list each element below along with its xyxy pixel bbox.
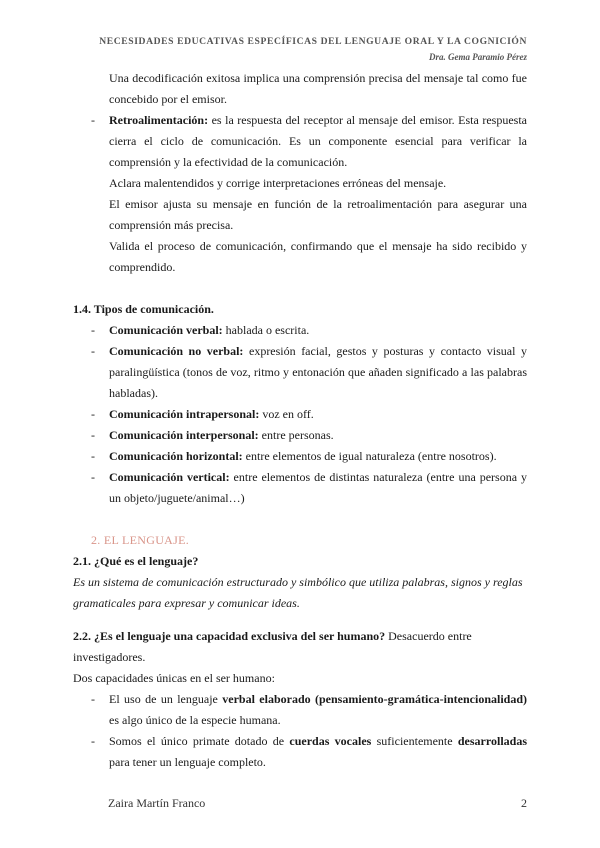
paragraph-decodificacion: Una decodificación exitosa implica una comprensión precisa del mensaje tal como fue concebido por el emisor. bbox=[109, 71, 527, 106]
bullet-dash: - bbox=[91, 428, 95, 442]
term-label: Comunicación no verbal: bbox=[109, 344, 244, 358]
list-item bbox=[73, 320, 527, 341]
term-text: es la respuesta del receptor al mensaje del emisor. Esta respuesta cierra el ciclo de comunicación. Es un componente esencial para verificar la comprensión y la efectividad de la comunicación. bbox=[109, 113, 527, 169]
definition-lenguaje: Es un sistema de comunicación estructurado y simbólico que utiliza palabras, signos y reglas gramaticales para expresar y comunicar ideas. bbox=[73, 575, 523, 610]
term-label: Comunicación verbal: bbox=[109, 323, 223, 337]
term-label: Comunicación interpersonal: bbox=[109, 428, 259, 442]
question-heading-que-es: 2.1. ¿Qué es el lenguaje? bbox=[73, 554, 199, 568]
capacidad-text: es algo único de la especie humana. bbox=[109, 713, 281, 727]
term-label: Comunicación horizontal: bbox=[109, 449, 243, 463]
capacidad-text: para tener un lenguaje completo. bbox=[109, 755, 266, 769]
document-header-author: Dra. Gema Paramio Pérez bbox=[429, 52, 527, 62]
capacidad-bold: desarrolladas bbox=[457, 734, 527, 748]
document-header-title: NECESIDADES EDUCATIVAS ESPECÍFICAS DEL LENGUAJE ORAL Y LA COGNICIÓN bbox=[99, 36, 527, 47]
capacidad-text: Somos el único primate dotado de bbox=[109, 734, 290, 748]
paragraph-valida: Valida el proceso de comunicación, confirmando que el mensaje ha sido recibido y comprendido. bbox=[109, 239, 527, 274]
list-item bbox=[73, 341, 527, 404]
bullet-dash: - bbox=[91, 344, 95, 358]
list-item-capacidad-1 bbox=[73, 689, 527, 731]
tipos-list bbox=[73, 320, 527, 509]
bullet-dash: - bbox=[91, 113, 95, 127]
term-label: Retroalimentación: bbox=[109, 113, 209, 127]
section-heading-tipos: 1.4. Tipos de comunicación. bbox=[73, 302, 214, 316]
capacidad-text: El uso de un lenguaje bbox=[109, 692, 223, 706]
paragraph-aclara: Aclara malentendidos y corrige interpretaciones erróneas del mensaje. bbox=[109, 176, 447, 190]
page-number: 2 bbox=[521, 796, 527, 810]
question-paragraph-exclusiva bbox=[73, 626, 527, 668]
term-text: voz en off. bbox=[259, 407, 314, 421]
list-item bbox=[73, 446, 527, 467]
term-label: Comunicación vertical: bbox=[109, 470, 230, 484]
list-item bbox=[73, 425, 527, 446]
bullet-dash: - bbox=[91, 470, 95, 484]
term-text: expresión facial, gestos y posturas y contacto visual y paralingüística (tonos de voz, ritmo y entonación que añaden significado a las palabras habladas). bbox=[109, 344, 527, 400]
term-label: Comunicación intrapersonal: bbox=[109, 407, 260, 421]
capacidades-intro: Dos capacidades únicas en el ser humano: bbox=[73, 671, 275, 685]
bullet-dash: - bbox=[91, 323, 95, 337]
footer-author-name: Zaira Martín Franco bbox=[108, 796, 206, 810]
term-text: hablada o escrita. bbox=[222, 323, 310, 337]
capacidad-bold: cuerdas vocales bbox=[289, 734, 372, 748]
list-item bbox=[73, 467, 527, 509]
list-item-capacidad-2 bbox=[73, 731, 527, 773]
list-item bbox=[73, 404, 527, 425]
term-text: entre personas. bbox=[258, 428, 334, 442]
capacidad-text: suficientemente bbox=[371, 734, 458, 748]
capacidad-bold: verbal elaborado (pensamiento-gramática-intencionalidad) bbox=[222, 692, 528, 706]
paragraph-emisor-ajusta: El emisor ajusta su mensaje en función de la retroalimentación para asegurar una comprensión más precisa. bbox=[109, 197, 527, 232]
question-answer: Desacuerdo entre investigadores. bbox=[73, 629, 472, 664]
page-content bbox=[73, 68, 527, 773]
bullet-dash: - bbox=[91, 449, 95, 463]
term-text: entre elementos de distintas naturaleza (entre una persona y un objeto/juguete/animal…) bbox=[109, 470, 527, 505]
question-heading-exclusiva: 2.2. ¿Es el lenguaje una capacidad exclusiva del ser humano? bbox=[73, 629, 386, 643]
term-text: entre elementos de igual naturaleza (entre nosotros). bbox=[242, 449, 497, 463]
bullet-dash: - bbox=[91, 692, 95, 706]
list-item-retroalimentacion bbox=[73, 110, 527, 173]
section-heading-lenguaje: 2. EL LENGUAJE. bbox=[91, 533, 190, 547]
bullet-dash: - bbox=[91, 734, 95, 748]
bullet-dash: - bbox=[91, 407, 95, 421]
